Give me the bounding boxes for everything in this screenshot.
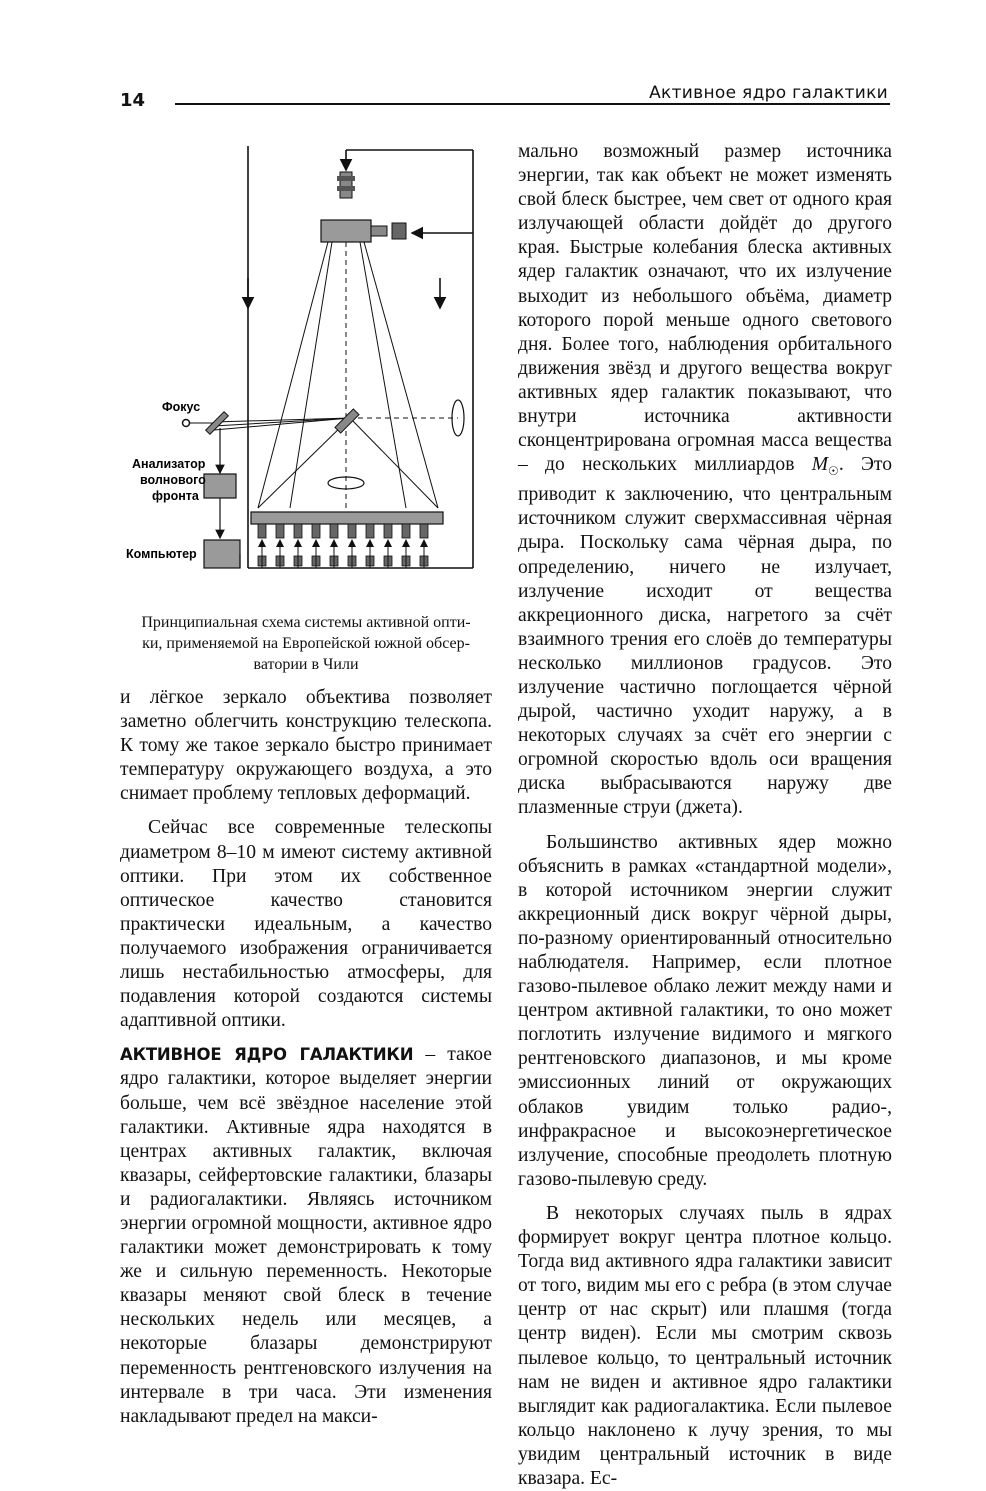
dictionary-entry	[120, 1043, 492, 1429]
label-focus: Фокус	[162, 400, 201, 414]
label-analyzer-1: Анализатор	[132, 457, 206, 471]
entry-text: – такое ядро галактики, которое выделяет энергии больше, чем всё звёздное население этой галактики. Активные ядра находятся в центрах активных галактик, включая квазары, сейфертовские галактики, блазары и радиогалактики. Являясь источником энергии огромной мощности, активное ядро галактики может демонстрировать к тому же и сильную переменность. Некоторые квазары меняют свой блеск в течение нескольких недель или месяцев, а некоторые блазары демонстрируют переменность рентгеновского излучения на интервале в три часа. Эти изменения накладывают предел на макси-	[120, 1044, 492, 1427]
paragraph-text: . Это приводит к заключению, что центральным источником служит сверхмассивная чёрная дыра. Поскольку сама чёрная дыра, по определению, ничего не излучает, излучение исходит от вещества аккреционного диска, нагретого за счёт взаимного трения его слоёв до температуры несколько миллионов градусов. Это излучение частично поглощается чёрной дырой, частично уходит наружу, а в некоторых случаях за счёт его энергии с огромной скоростью вдоль оси вращения диска выбрасываются наружу две плазменные струи (джета).	[518, 454, 893, 819]
left-column	[120, 686, 492, 1429]
paragraph-text: мально возможный размер источника энергии, так как объект не может изменять свой блеск быстрее, чем свет от одного края излучающей области дойдёт до другого края. Быстрые колебания блеска активных ядер галактик означают, что их излучение выходит из небольшого объёма, диаметр которого порой меньше одного светового дня. Более того, наблюдения орбитального движения звёзд и другого вещества вокруг активных ядер галактик показывают, что внутри источника активности сконцентрирована огромная масса вещества – до нескольких миллиардов	[518, 141, 892, 476]
figure-caption	[118, 612, 494, 675]
running-title: Активное ядро галактики	[649, 83, 888, 103]
paragraph: и лёгкое зеркало объектива позволяет заметно облегчить конструкцию телескопа. К тому же такое зеркало быстро принимает температуру окружающего воздуха, а это снимает проблему тепловых деформаций.	[120, 687, 492, 805]
solar-mass-symbol: M	[811, 454, 829, 476]
label-analyzer-2: волнового	[140, 473, 206, 487]
entry-term: АКТИВНОЕ ЯДРО ГАЛАКТИКИ	[120, 1045, 414, 1065]
label-analyzer-3: фронта	[152, 489, 199, 503]
header-rule	[175, 103, 890, 105]
paragraph: Сейчас все современные телескопы диаметром 8–10 м имеют систему активной оптики. При этом их собственное оптическое качество становится практически идеальным, а качество получаемого изображения ограничивается лишь нестабильностью атмосферы, для подавления которой создаются системы адаптивной оптики.	[120, 817, 492, 1032]
caption-line: Принципиальная схема системы активной опти-	[141, 614, 471, 631]
paragraph: Большинство активных ядер можно объяснить в рамках «стандартной модели», в которой источником энергии служит аккреционный диск вокруг чёрной дыры, по-разному ориентированный относительно наблюдателя. Например, если плотное газово-пылевое облако лежит между нами и центром активной галактики, то оно может поглотить излучение видимого и мягкого рентгеновского диапазонов, и мы кроме эмиссионных линий от окружающих облаков увидим только радио-, инфракрасное и высокоэнергетическое излучение, способные преодолеть плотную газово-пылевую среду.	[518, 831, 892, 1190]
active-optics-diagram	[118, 128, 494, 598]
caption-line: ки, применяемой на Европейской южной обсер-	[142, 635, 470, 652]
label-computer: Компьютер	[126, 547, 197, 561]
page-number: 14	[120, 90, 146, 111]
paragraph: В некоторых случаях пыль в ядрах формирует вокруг центра плотное кольцо. Тогда вид активного ядра галактики зависит от того, видим мы его с ребра (в этом случае центр от нас скрыт) или плашмя (тогда центр виден). Если мы смотрим сквозь пылевое кольцо, то центральный источник нам не виден и активное ядро галактики выглядит как радиогалактика. Если пылевое кольцо наклонено к лучу зрения, то мы увидим центральный источник в виде квазара. Ес-	[518, 1202, 892, 1489]
secondary-mirror	[321, 172, 406, 242]
primary-mirror	[251, 512, 443, 524]
caption-line: ватории в Чили	[253, 656, 359, 673]
right-column	[518, 140, 892, 1491]
paragraph	[518, 140, 892, 821]
solar-mass-subscript: ☉	[828, 464, 839, 479]
